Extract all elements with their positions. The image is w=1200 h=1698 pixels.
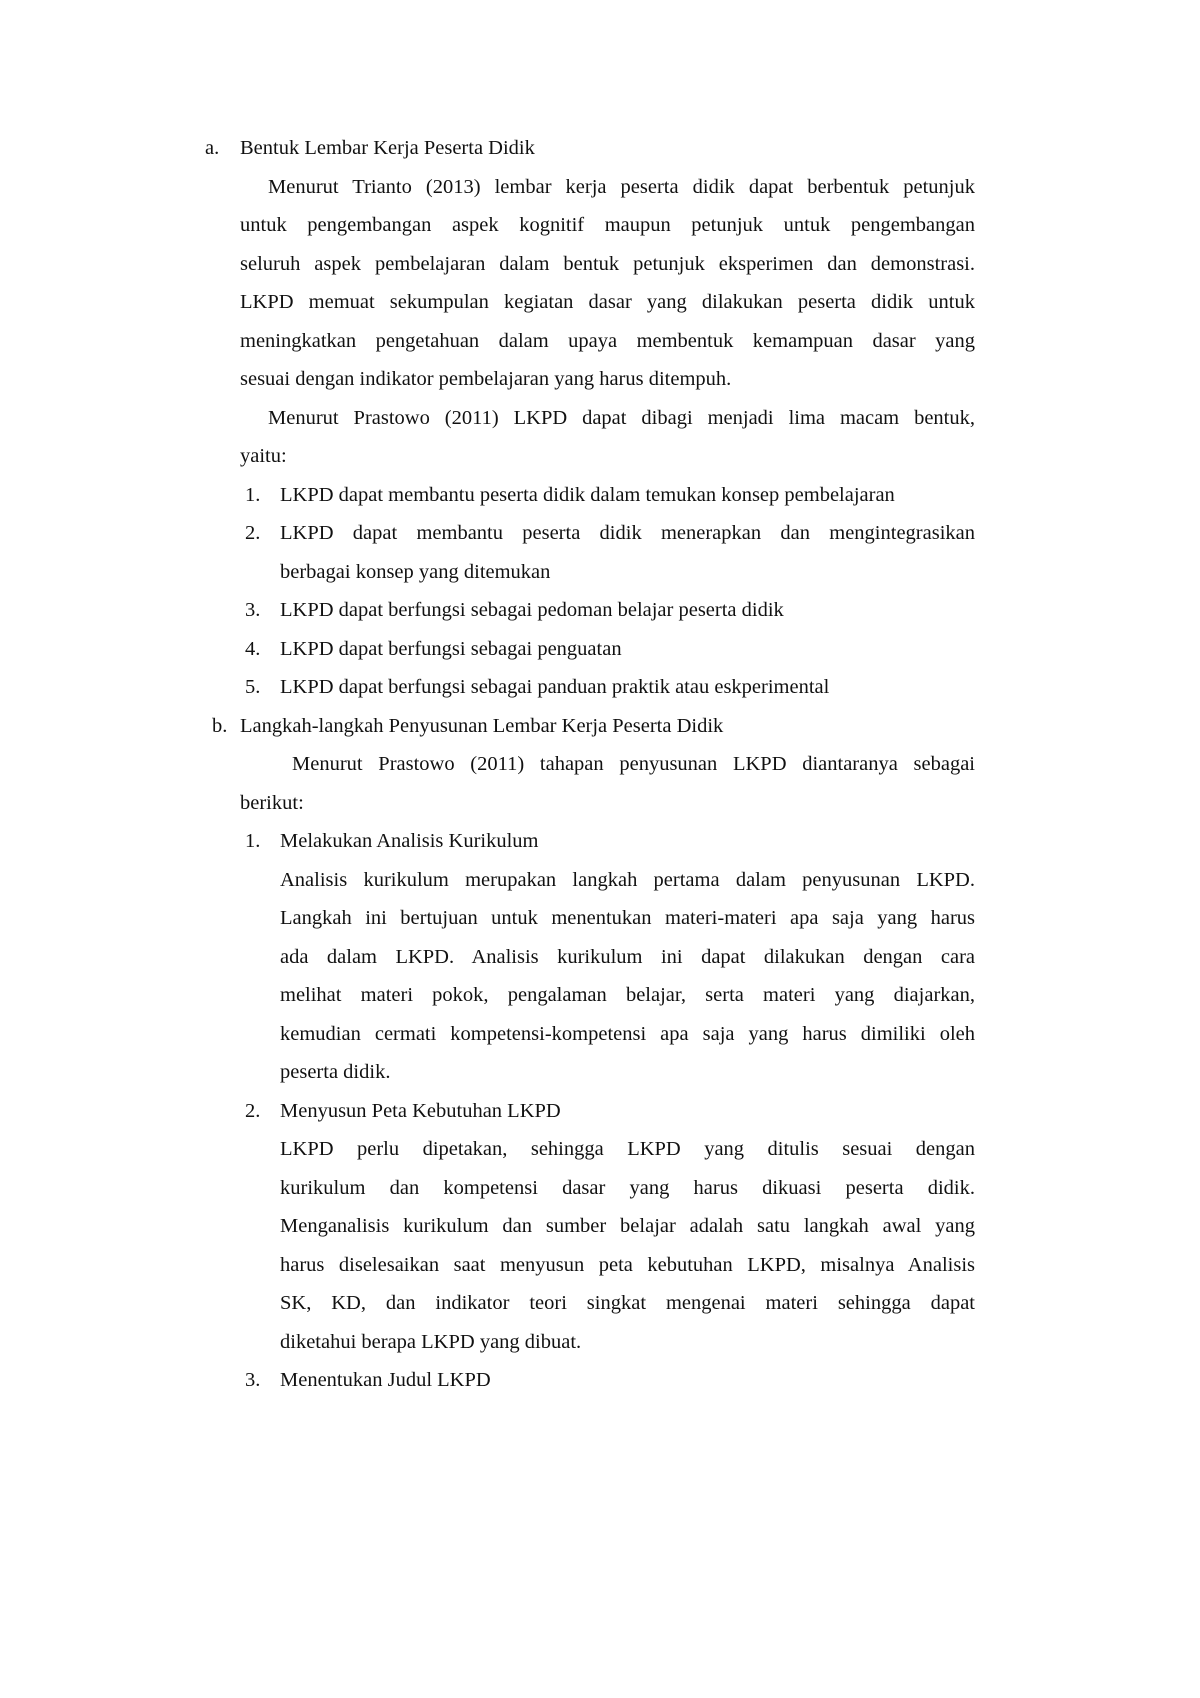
- step-line: LKPD perlu dipetakan, sehingga LKPD yang ditulis sesuai dengan: [280, 1138, 975, 1160]
- paragraph-line: Menurut Prastowo (2011) LKPD dapat dibagi menjadi lima macam bentuk,: [268, 407, 975, 429]
- step-line: Menganalisis kurikulum dan sumber belajar adalah satu langkah awal yang: [280, 1215, 975, 1237]
- paragraph-line: yaitu:: [240, 445, 287, 467]
- paragraph-line: LKPD memuat sekumpulan kegiatan dasar yang dilakukan peserta didik untuk: [240, 291, 975, 313]
- step-title: Menentukan Judul LKPD: [280, 1369, 491, 1391]
- step-line: Langkah ini bertujuan untuk menentukan materi-materi apa saja yang harus: [280, 907, 975, 929]
- section-a-heading: Bentuk Lembar Kerja Peserta Didik: [240, 137, 535, 159]
- step-line: ada dalam LKPD. Analisis kurikulum ini dapat dilakukan dengan cara: [280, 946, 975, 968]
- list-item: LKPD dapat membantu peserta didik menerapkan dan mengintegrasikan: [280, 522, 975, 544]
- list-number: 5.: [245, 676, 261, 698]
- paragraph-line: berikut:: [240, 792, 304, 814]
- step-line: melihat materi pokok, pengalaman belajar, serta materi yang diajarkan,: [280, 984, 975, 1006]
- list-item: LKPD dapat membantu peserta didik dalam temukan konsep pembelajaran: [280, 484, 895, 506]
- list-number: 4.: [245, 638, 261, 660]
- step-title: Melakukan Analisis Kurikulum: [280, 830, 539, 852]
- step-title: Menyusun Peta Kebutuhan LKPD: [280, 1100, 561, 1122]
- paragraph-line: untuk pengembangan aspek kognitif maupun petunjuk untuk pengembangan: [240, 214, 975, 236]
- section-b-heading: Langkah-langkah Penyusunan Lembar Kerja Peserta Didik: [240, 715, 724, 737]
- step-line: SK, KD, dan indikator teori singkat mengenai materi sehingga dapat: [280, 1292, 975, 1314]
- step-line: harus diselesaikan saat menyusun peta kebutuhan LKPD, misalnya Analisis: [280, 1254, 975, 1276]
- step-number: 2.: [245, 1100, 261, 1122]
- list-number: 2.: [245, 522, 261, 544]
- list-number: 1.: [245, 484, 261, 506]
- paragraph-line: Menurut Prastowo (2011) tahapan penyusunan LKPD diantaranya sebagai: [292, 753, 975, 775]
- list-number: 3.: [245, 599, 261, 621]
- step-line: peserta didik.: [280, 1061, 391, 1083]
- step-line: kemudian cermati kompetensi-kompetensi apa saja yang harus dimiliki oleh: [280, 1023, 975, 1045]
- step-number: 1.: [245, 830, 261, 852]
- step-line: diketahui berapa LKPD yang dibuat.: [280, 1331, 582, 1353]
- step-line: Analisis kurikulum merupakan langkah pertama dalam penyusunan LKPD.: [280, 869, 975, 891]
- list-item: LKPD dapat berfungsi sebagai penguatan: [280, 638, 622, 660]
- section-b-marker: b.: [212, 715, 228, 737]
- paragraph-line: meningkatkan pengetahuan dalam upaya membentuk kemampuan dasar yang: [240, 330, 975, 352]
- list-item: berbagai konsep yang ditemukan: [280, 561, 551, 583]
- list-item: LKPD dapat berfungsi sebagai panduan praktik atau eskperimental: [280, 676, 830, 698]
- step-number: 3.: [245, 1369, 261, 1391]
- paragraph-line: sesuai dengan indikator pembelajaran yang harus ditempuh.: [240, 368, 732, 390]
- step-line: kurikulum dan kompetensi dasar yang harus dikuasi peserta didik.: [280, 1177, 975, 1199]
- list-item: LKPD dapat berfungsi sebagai pedoman belajar peserta didik: [280, 599, 784, 621]
- paragraph-line: Menurut Trianto (2013) lembar kerja peserta didik dapat berbentuk petunjuk: [268, 176, 975, 198]
- section-a-marker: a.: [205, 137, 220, 159]
- paragraph-line: seluruh aspek pembelajaran dalam bentuk petunjuk eksperimen dan demonstrasi.: [240, 253, 975, 275]
